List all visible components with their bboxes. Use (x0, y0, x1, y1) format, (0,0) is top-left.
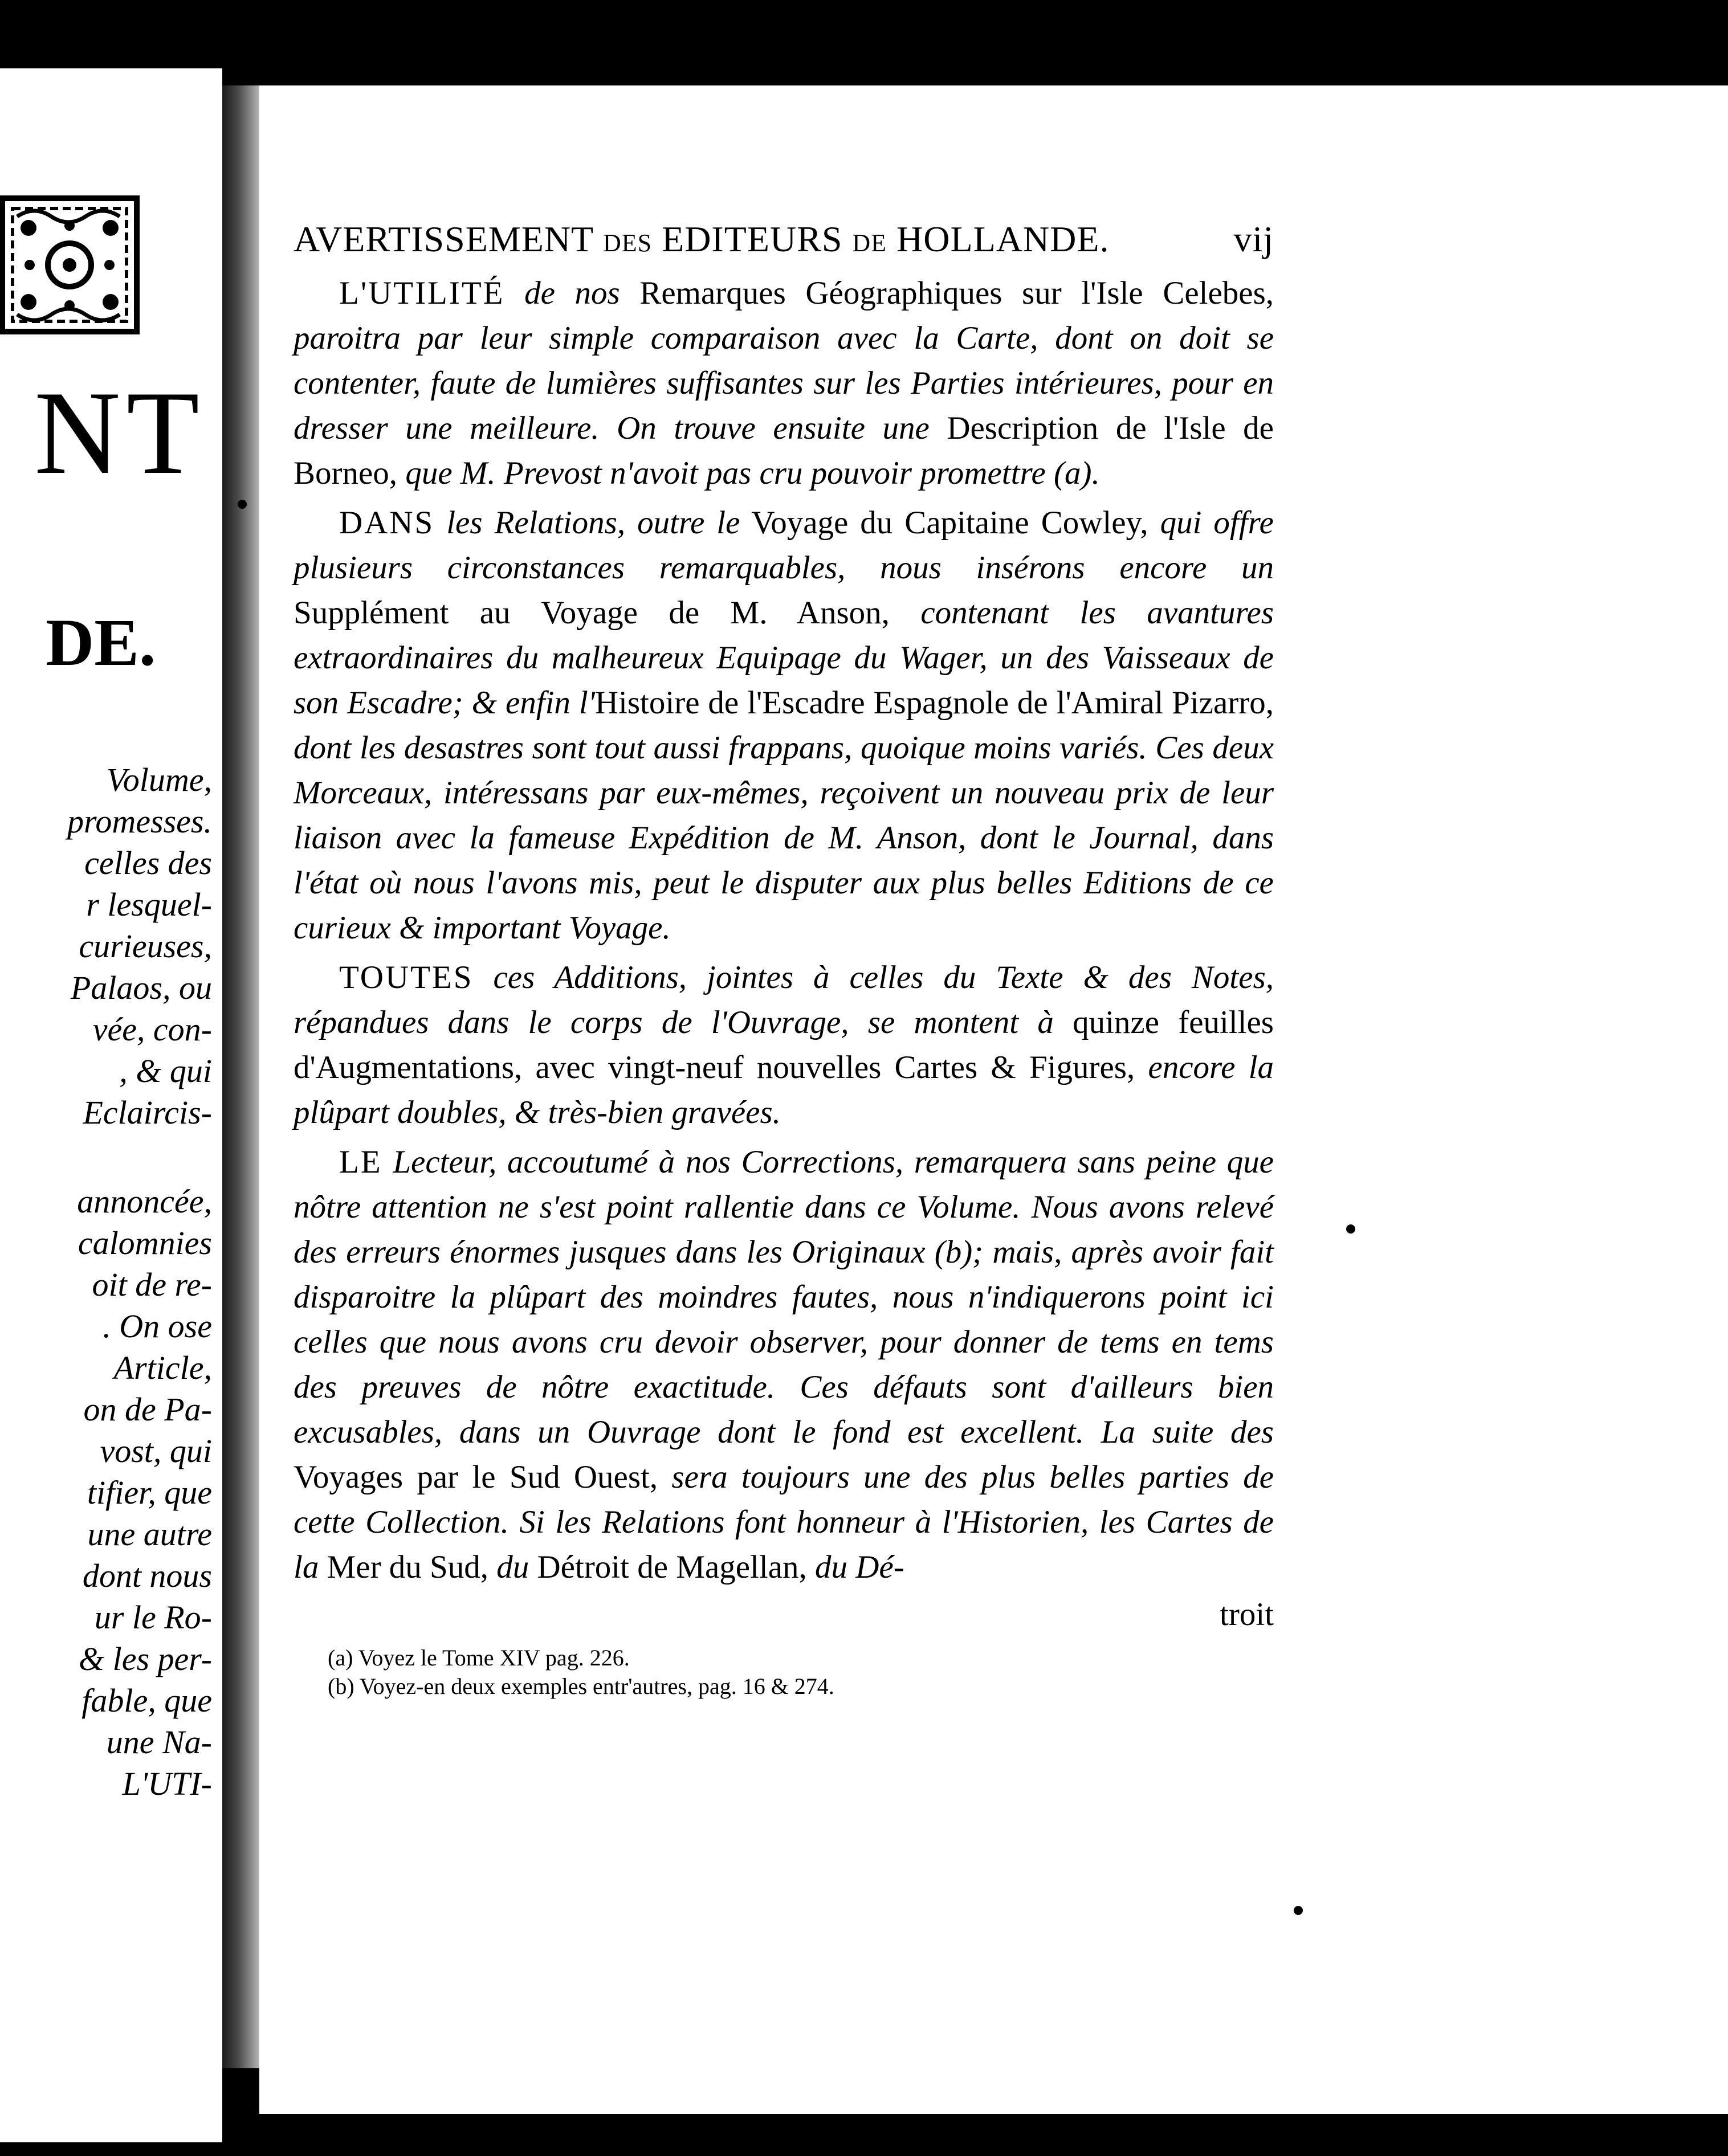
speck-mark (1346, 1224, 1355, 1234)
left-page-line: ur le Ro- (94, 1599, 212, 1636)
text-run: du (496, 1549, 529, 1585)
left-page-line: tifier, que (87, 1474, 212, 1511)
left-page-line: oit de re- (92, 1266, 212, 1303)
left-page-line: vée, con- (92, 1011, 212, 1048)
footnote: (a) Voyez le Tome XIV pag. 226. (328, 1645, 630, 1671)
text-run: Description de l'Isle de Borneo, (294, 410, 1274, 491)
paragraph-3 (294, 955, 1274, 1135)
text-run: sera toujours une des plus belles parties de cette Collection. Si les Relations font honneur à l'Historien, les Cartes de la (294, 1459, 1274, 1585)
text-run: Lecteur, accoutumé à nos Corrections, remarquera sans peine que nôtre attention ne s'est point rallentie dans ce Volume. Nous avons relevé des erreurs énormes jusques dans les Originaux (b); mais, après avoir fait disparoitre la plûpart des moindres fautes, nous n'indiquerons point ici celles que nous avons cru devoir observer, pour donner de tems en tems des preuves de nôtre exactitude. Ces défauts sont d'ailleurs bien excusables, dans un Ouvrage dont le fond est excellent. La suite des (294, 1144, 1274, 1450)
left-page-line: Volume, (106, 761, 212, 798)
paragraph-opening-word: DANS (339, 505, 435, 541)
paragraph-opening-word: TOUTES (339, 959, 474, 995)
paragraph-opening-word: L'UTILITÉ (339, 275, 505, 311)
left-page-line: une autre (87, 1516, 212, 1553)
text-run: Voyages par le Sud Ouest, (294, 1459, 658, 1495)
right-page (259, 85, 1728, 2114)
paragraph-1 (294, 271, 1274, 496)
left-page-line: celles des (84, 844, 212, 881)
running-head-part: DE (852, 229, 887, 257)
page-body (294, 217, 1274, 1701)
left-page-line: vost, qui (100, 1432, 212, 1469)
left-page-line: L'UTI- (122, 1765, 212, 1802)
page-number: vij (1233, 219, 1274, 259)
text-run: Supplément au Voyage de M. Anson, (294, 595, 890, 631)
left-page (0, 68, 222, 2142)
text-run: Histoire de l'Escadre Espagnole de l'Amiral Pizarro, (594, 685, 1274, 721)
running-head-part: AVERTISSEMENT (294, 219, 593, 259)
footnotes (294, 1644, 1274, 1701)
left-page-line: Eclaircis- (83, 1094, 212, 1131)
text-run: encore la plûpart doubles, & très-bien gravées. (294, 1050, 1274, 1130)
paragraph-4 (294, 1140, 1274, 1590)
decorative-ornament (0, 194, 141, 336)
left-page-line: calomnies (78, 1224, 212, 1261)
text-run: Détroit de Magellan, (537, 1549, 807, 1585)
left-page-heading-fragment: NT (34, 367, 205, 499)
left-page-line: r lesquel- (86, 886, 212, 923)
paragraph-2 (294, 500, 1274, 950)
left-page-line: une Na- (106, 1724, 212, 1761)
text-run: Voyage du Capitaine Cowley, (751, 505, 1148, 541)
text-run: ces Additions, jointes à celles du Texte & des Notes, répandues dans le corps de l'Ouvrage, se montent à (294, 959, 1274, 1040)
left-page-line: Article, (113, 1349, 212, 1386)
left-page-line: promesses. (67, 803, 212, 840)
speck-mark (238, 500, 247, 509)
left-page-line: curieuses, (79, 928, 212, 965)
left-page-line: dont nous (82, 1557, 212, 1594)
speck-mark (1294, 1906, 1303, 1915)
text-run: Mer du Sud, (327, 1549, 489, 1585)
paragraph-opening-word: LE (339, 1144, 382, 1180)
text-run: paroitra par leur simple comparaison avec la Carte, dont on doit se contenter, faute de lumières suffisantes sur les Parties intérieures, pour en dresser une meilleure. On trouve ensuite une (294, 320, 1274, 446)
text-run: les Relations, outre le (446, 505, 740, 541)
text-run: Remarques Géographiques sur l'Isle Celebes, (639, 275, 1274, 311)
left-page-subheading-fragment: DE. (46, 605, 156, 680)
running-head-part: HOLLANDE. (896, 219, 1110, 259)
left-page-line: . On ose (103, 1308, 212, 1345)
text-run: dont les desastres sont tout aussi frappans, quoique moins variés. Ces deux Morceaux, intéressans par eux-mêmes, reçoivent un nouveau prix de leur liaison avec la fameuse Expédition de M. Anson, dont le Journal, dans l'état où nous l'avons mis, peut le disputer aux plus belles Editions de ce curieux & important Voyage. (294, 730, 1274, 946)
left-page-line: , & qui (119, 1052, 212, 1089)
catchword: troit (1220, 1596, 1274, 1632)
running-head (294, 217, 1274, 266)
left-page-line: fable, que (81, 1682, 212, 1719)
text-run: quinze feuilles d'Augmentations, avec vingt-neuf nouvelles Cartes & Figures, (294, 1004, 1274, 1085)
left-page-line: annoncée, (77, 1183, 212, 1220)
text-run: du Dé- (815, 1549, 904, 1585)
text-run: qui offre plusieurs circonstances remarquables, nous insérons encore un (294, 505, 1274, 586)
text-run: que M. Prevost n'avoit pas cru pouvoir promettre (a). (405, 455, 1100, 491)
left-page-line: on de Pa- (83, 1391, 212, 1428)
left-page-line: Palaos, ou (70, 969, 212, 1006)
footnote: (b) Voyez-en deux exemples entr'autres, pag. 16 & 274. (328, 1673, 834, 1699)
left-page-line: & les per- (78, 1640, 212, 1677)
running-head-part: DES (602, 229, 653, 257)
text-run: contenant les avantures extraordinaires du malheureux Equipage du Wager, un des Vaisseaux de son Escadre; & enfin l' (294, 595, 1274, 721)
text-run: de nos (524, 275, 620, 311)
running-head-part: EDITEURS (662, 219, 843, 259)
